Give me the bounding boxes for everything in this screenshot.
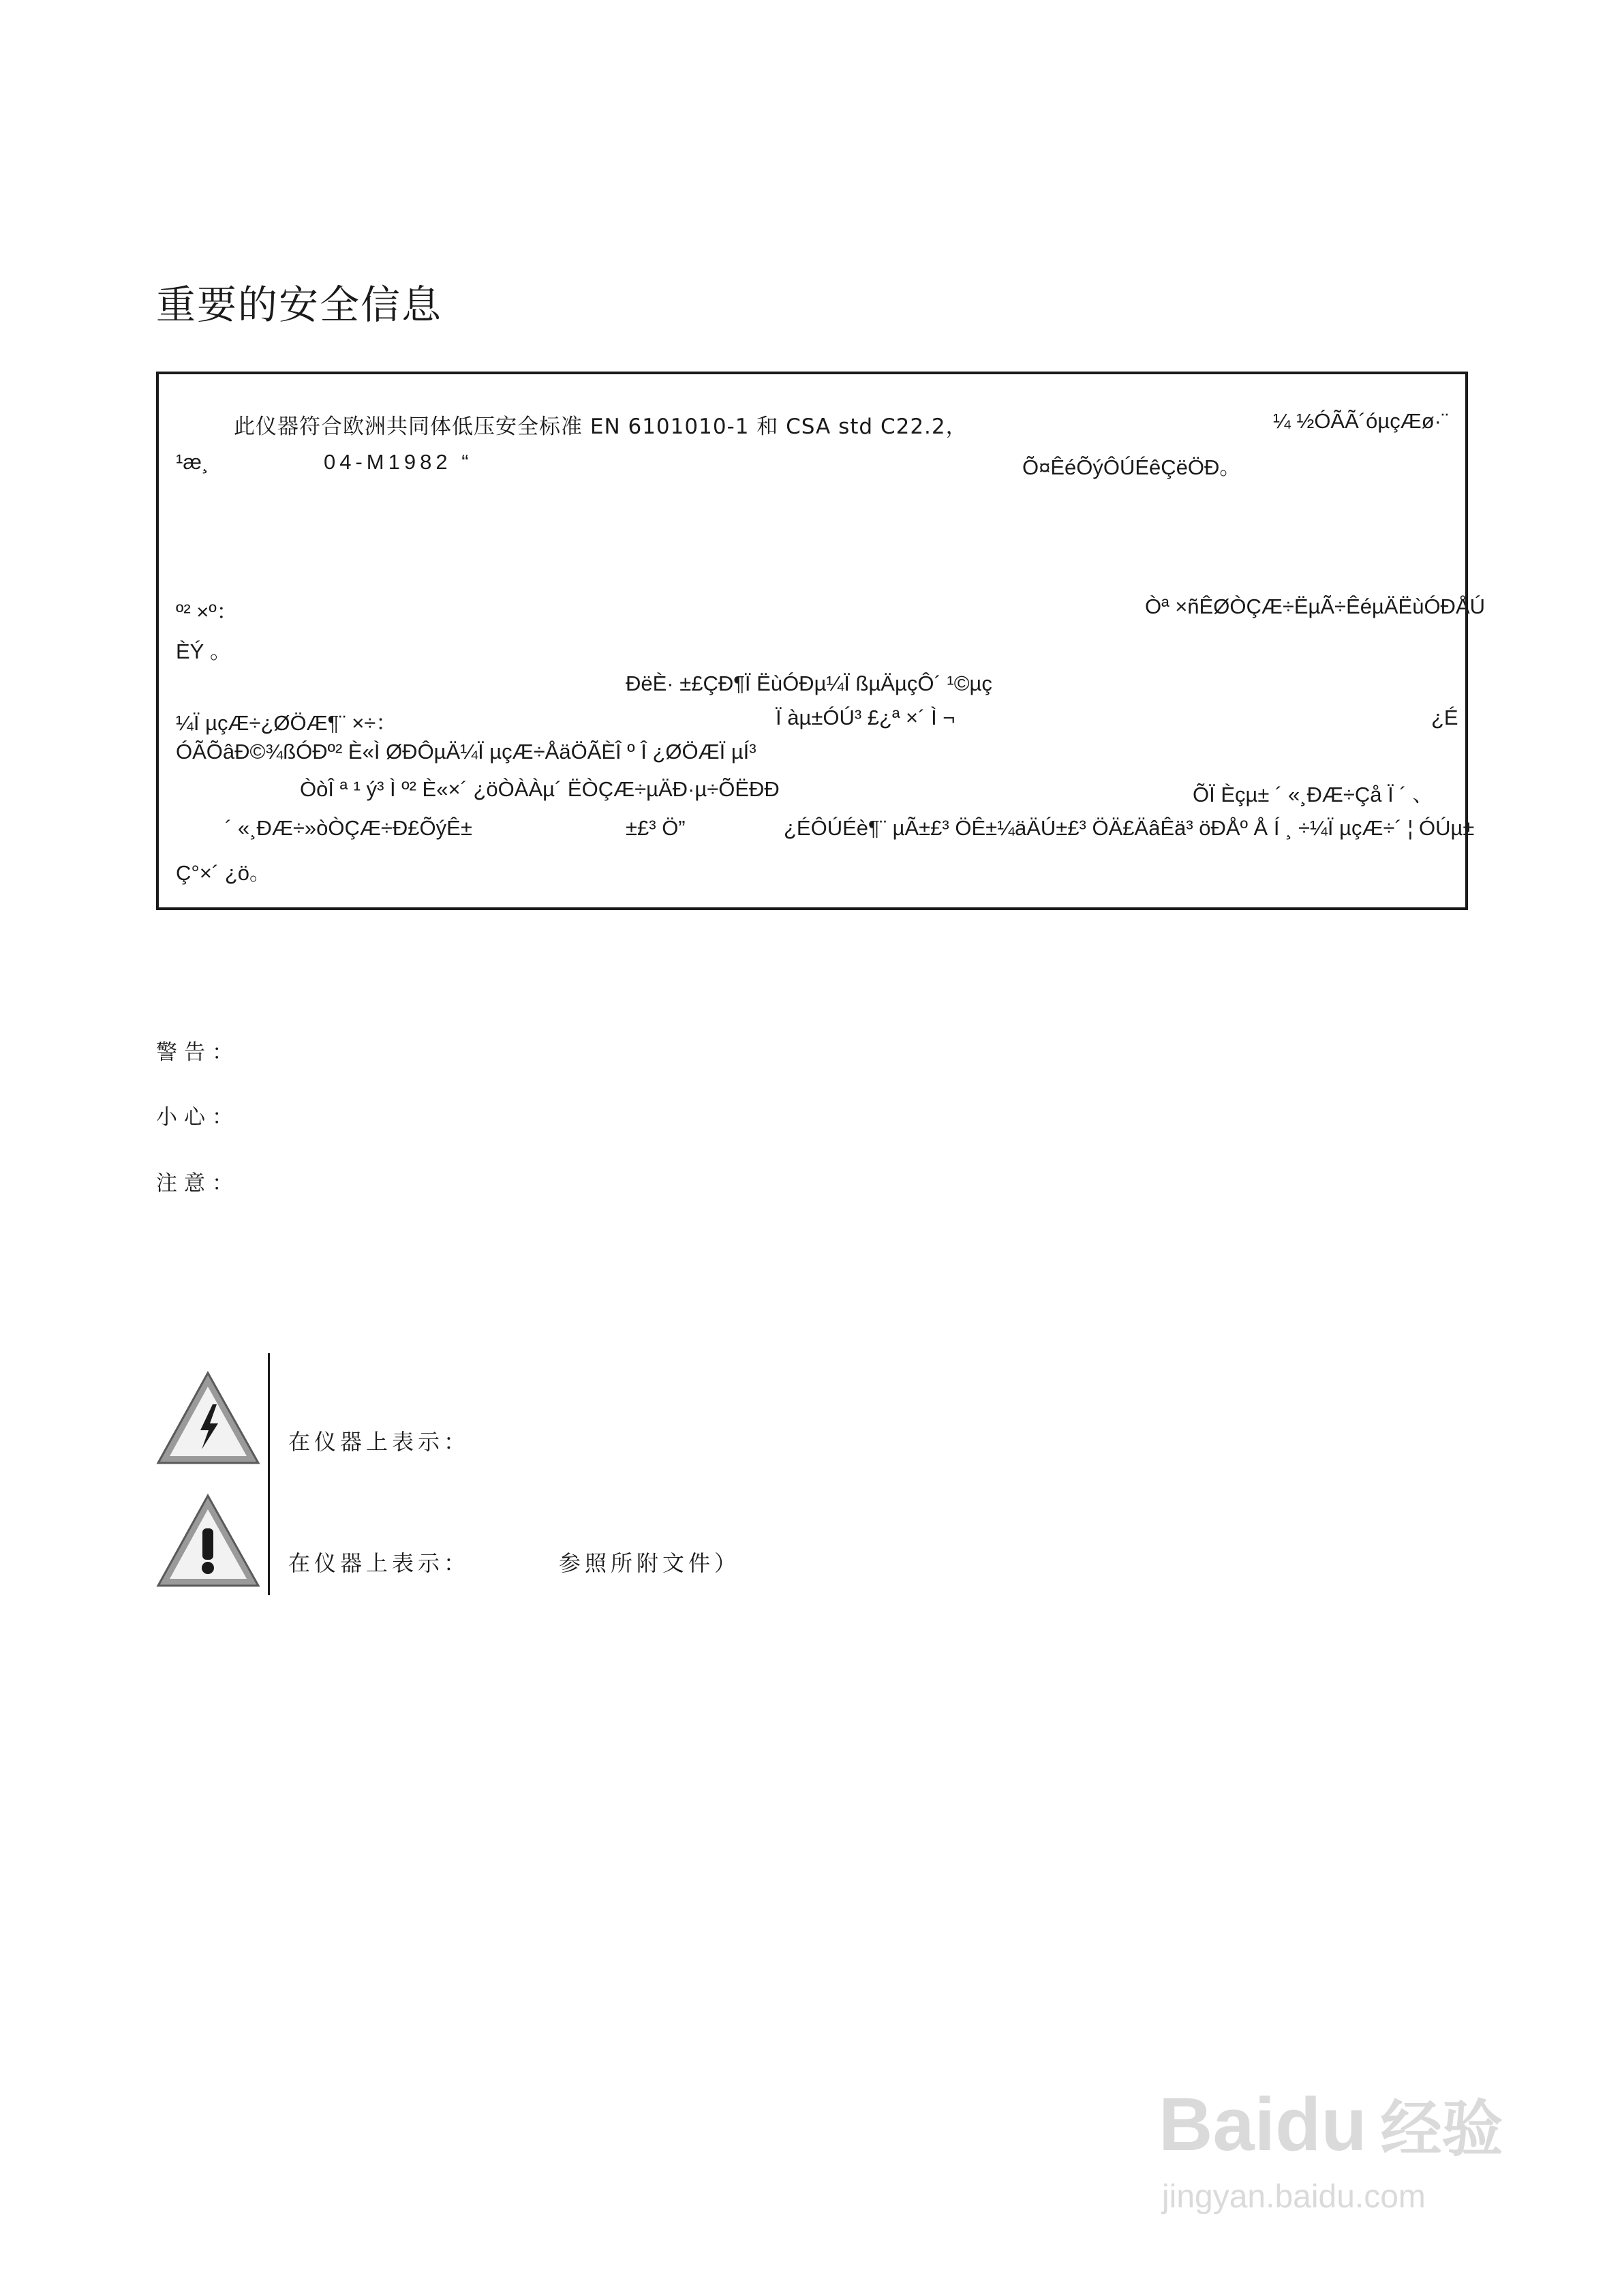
- notice-line-4: ÈÝ 。: [176, 639, 231, 663]
- watermark-logo: [1159, 2079, 1503, 2168]
- notice-line-3b: Òª ×ñÊØÒÇÆ÷ËµÃ÷ÊéµÄËùÓÐÅÚ: [1145, 594, 1486, 618]
- symbol-shock-label: 在仪器上表示：: [288, 1429, 470, 1455]
- notice-line-1a: 此仪器符合欧洲共同体低压安全标准 EN 6101010-1 和 CSA std C22.2，: [234, 414, 968, 439]
- notice-line-8a: ÒòÎ ª ¹ ý³ Ì º² È«×´ ¿öÒÀÀµ´ ËÒÇÆ÷µÄÐ·µ÷ÕËÐÐ: [300, 777, 780, 801]
- electric-shock-warning-icon: [155, 1370, 261, 1466]
- notice-line-2a: ¹æ¸: [176, 450, 209, 474]
- watermark-suffix: 经验: [1380, 2094, 1503, 2165]
- definition-caution: 小心：: [156, 1105, 240, 1130]
- notice-line-5: ÐëÈ· ±£ÇÐ¶Ï ËùÓÐµ¼Ï ßµÄµçÔ´ ¹©µç: [626, 671, 992, 695]
- notice-line-10: Ç°×´ ¿ö。: [176, 861, 271, 885]
- definition-warning: 警告：: [156, 1040, 240, 1065]
- notice-line-9c: ¿ÉÔÚÉè¶¨ µÃ±£³ ÖÊ±¼äÄÚ±£³ ÖÄ£ÄâÊä³ öÐÅº Å Í ¸ ÷¼Ï µçÆ÷´ ¦ ÓÚµ±: [784, 816, 1475, 840]
- notice-line-8b: ÕÏ Èçµ± ´ «¸ÐÆ÷Çå Ï ´ 、: [1193, 783, 1434, 806]
- notice-line-6a: ¼Ï µçÆ÷¿ØÖÆ¶¨ ×÷：: [176, 711, 397, 735]
- notice-line-3a: º² ×º：: [176, 600, 238, 624]
- caution-exclamation-icon: [155, 1493, 261, 1588]
- watermark-url: jingyan.baidu.com: [1162, 2179, 1426, 2215]
- definition-note: 注意：: [156, 1171, 240, 1196]
- notice-line-2c: Õ¤ÊéÕýÔÚÉêÇëÖÐ。: [1022, 455, 1241, 479]
- page-title: 重要的安全信息: [156, 282, 443, 328]
- symbol-caution-label: 在仪器上表示：: [288, 1550, 470, 1576]
- notice-line-6c: ¿É: [1431, 706, 1458, 729]
- notice-line-9b: ±£³ Ö”: [626, 816, 686, 840]
- notice-line-2b: 04-M1982 “: [324, 450, 473, 474]
- symbol-caution-extra: 参照所附文件）: [559, 1550, 741, 1576]
- notice-line-1b: ¼ ½ÓÃÃ´óµçÆø·¨: [1273, 409, 1449, 433]
- notice-line-7: ÓÃÕâÐ©¾ßÓÐº² È«Ì ØÐÔµÄ¼Ï µçÆ÷ÅäÖÃÈÎ º Î ¿ØÖÆÏ µÍ³: [176, 740, 756, 764]
- symbol-divider: [268, 1353, 270, 1595]
- watermark-brand: Baidu: [1159, 2083, 1367, 2166]
- notice-line-6b: Ï àµ±ÓÚ³ £¿ª ×´ Ì ¬: [776, 706, 955, 729]
- notice-line-9a: ´ «¸ÐÆ÷»òÒÇÆ÷Ð£ÕýÊ±: [225, 816, 472, 840]
